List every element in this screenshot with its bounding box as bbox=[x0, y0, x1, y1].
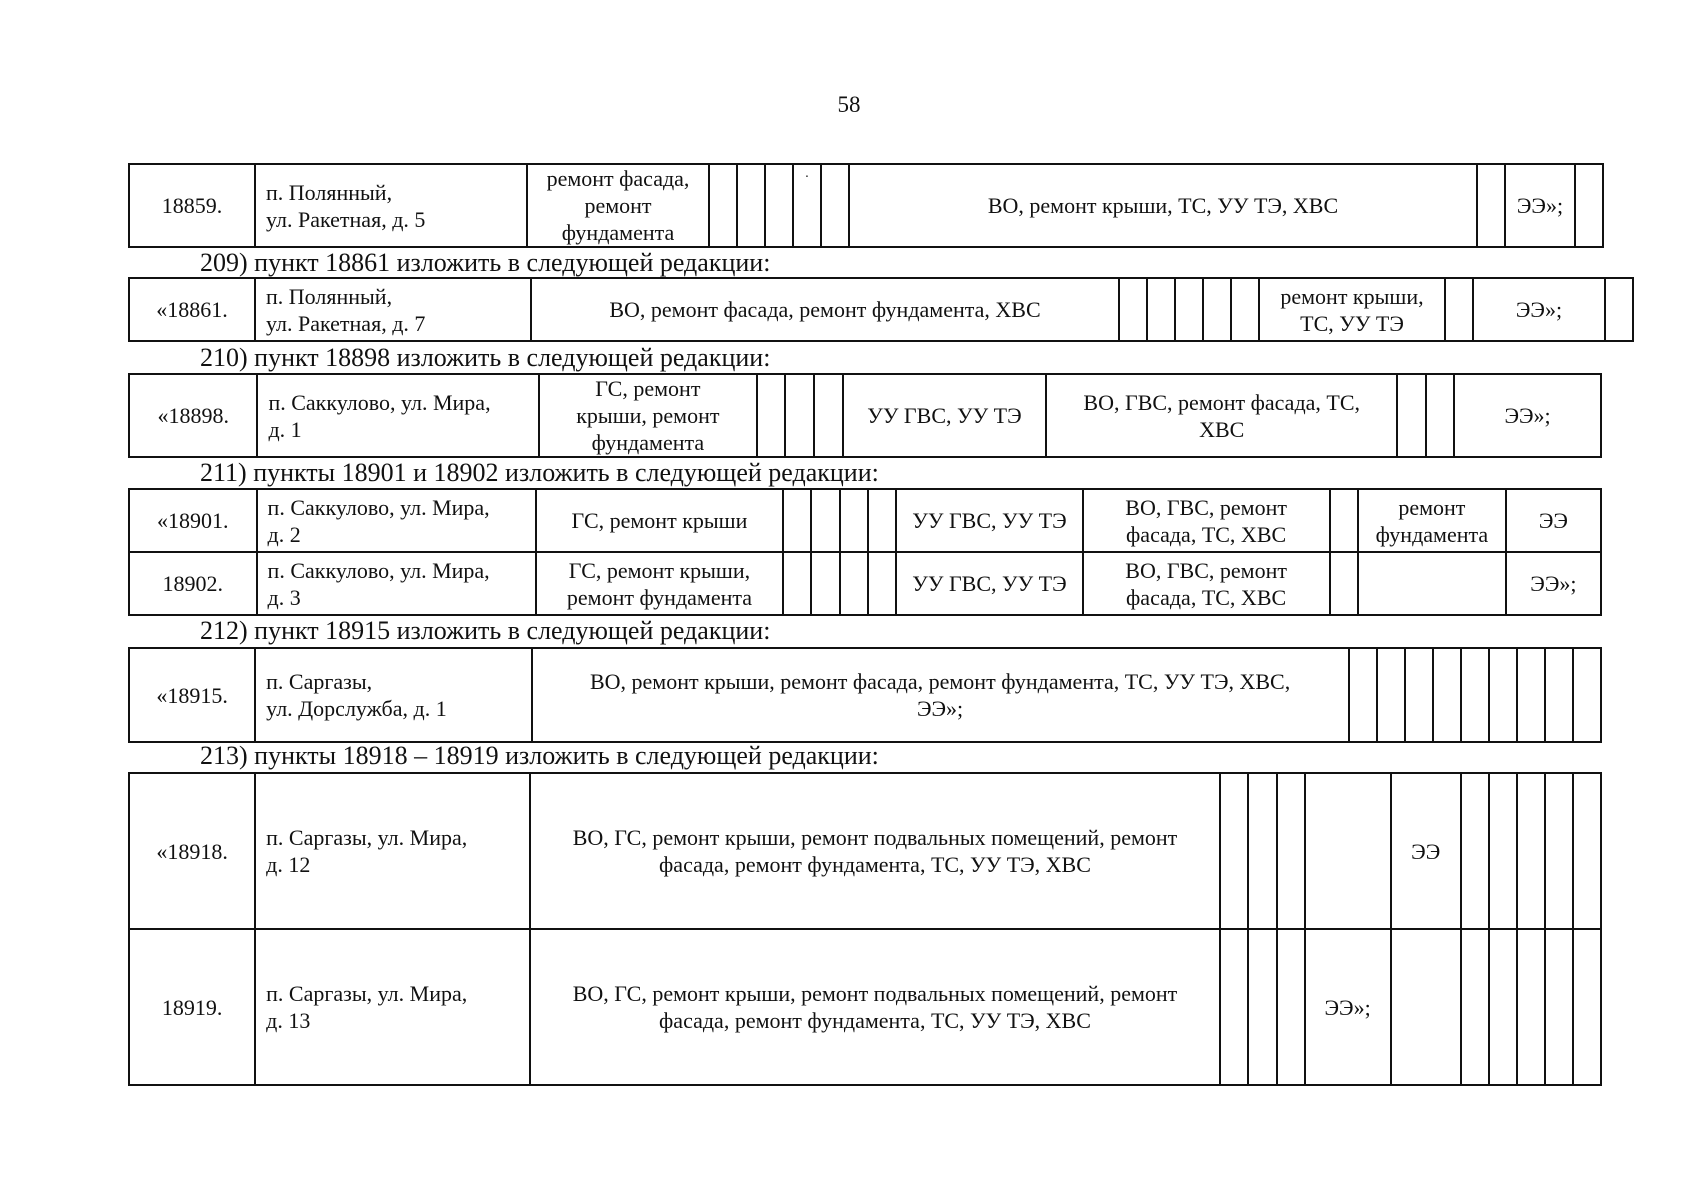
empty-cell bbox=[1220, 773, 1248, 929]
empty-cell bbox=[709, 164, 737, 247]
table-row bbox=[129, 489, 1601, 552]
instruction-210: 210) пункт 18898 изложить в следующей редакции: bbox=[200, 343, 771, 372]
empty-cell bbox=[868, 489, 896, 552]
empty-cell bbox=[868, 552, 896, 615]
table-row bbox=[129, 374, 1601, 457]
empty-cell bbox=[1573, 648, 1601, 742]
ee-cell: ЭЭ»; bbox=[1305, 929, 1391, 1085]
table-row bbox=[129, 278, 1633, 341]
empty-cell bbox=[1575, 164, 1603, 247]
empty-cell bbox=[1545, 773, 1573, 929]
empty-cell bbox=[1517, 929, 1545, 1085]
address-cell: п. Саккулово, ул. Мира, д. 3 bbox=[257, 552, 536, 615]
table-row bbox=[129, 648, 1601, 742]
empty-cell bbox=[1426, 374, 1455, 457]
table-row bbox=[129, 929, 1601, 1085]
row-number: «18918. bbox=[129, 773, 255, 929]
empty-cell bbox=[1391, 929, 1461, 1085]
empty-cell bbox=[1545, 929, 1573, 1085]
empty-cell bbox=[1119, 278, 1147, 341]
works-cell: ВО, ГВС, ремонт фасада, ТС, ХВС bbox=[1046, 374, 1397, 457]
address-cell: п. Саккулово, ул. Мира, д. 1 bbox=[257, 374, 538, 457]
works-cell: ремонт фасада, ремонт фундамента bbox=[527, 164, 709, 247]
table-18915 bbox=[128, 647, 1602, 743]
address-cell: п. Саргазы, ул. Дорслужба, д. 1 bbox=[255, 648, 531, 742]
empty-cell bbox=[1405, 648, 1433, 742]
empty-cell bbox=[1573, 929, 1601, 1085]
empty-cell bbox=[1330, 489, 1358, 552]
empty-cell bbox=[765, 164, 793, 247]
empty-cell bbox=[1330, 552, 1358, 615]
empty-cell bbox=[1573, 773, 1601, 929]
ee-cell: ЭЭ bbox=[1506, 489, 1601, 552]
instruction-212: 212) пункт 18915 изложить в следующей редакции: bbox=[200, 616, 771, 645]
empty-cell bbox=[1517, 773, 1545, 929]
instruction-209: 209) пункт 18861 изложить в следующей редакции: bbox=[200, 248, 771, 277]
works-cell: ГС, ремонт крыши, ремонт фундамента bbox=[536, 552, 783, 615]
address-cell: п. Саргазы, ул. Мира, д. 13 bbox=[255, 929, 529, 1085]
row-number: 18859. bbox=[129, 164, 255, 247]
mark-cell: · bbox=[793, 164, 821, 247]
empty-cell bbox=[1175, 278, 1203, 341]
empty-cell bbox=[840, 489, 868, 552]
row-number: «18861. bbox=[129, 278, 255, 341]
empty-cell bbox=[1445, 278, 1473, 341]
empty-cell bbox=[1147, 278, 1175, 341]
address-cell: п. Саккулово, ул. Мира, д. 2 bbox=[257, 489, 536, 552]
empty-cell bbox=[757, 374, 786, 457]
empty-cell bbox=[1461, 648, 1489, 742]
ee-cell: ЭЭ»; bbox=[1454, 374, 1601, 457]
empty-cell bbox=[1277, 929, 1305, 1085]
address-cell: п. Полянный, ул. Ракетная, д. 5 bbox=[255, 164, 527, 247]
empty-cell bbox=[1517, 648, 1545, 742]
ee-cell: ЭЭ bbox=[1391, 773, 1461, 929]
table-18901-18902 bbox=[128, 488, 1602, 616]
empty-cell bbox=[1489, 773, 1517, 929]
empty-cell bbox=[1489, 648, 1517, 742]
empty-cell bbox=[737, 164, 765, 247]
page-number: 58 bbox=[837, 92, 861, 117]
works-cell: ГС, ремонт крыши, ремонт фундамента bbox=[539, 374, 757, 457]
works-cell: ВО, ремонт крыши, ТС, УУ ТЭ, ХВС bbox=[849, 164, 1477, 247]
foundation-cell: ремонт фундамента bbox=[1358, 489, 1506, 552]
table-18898 bbox=[128, 373, 1602, 458]
empty-cell bbox=[1461, 929, 1489, 1085]
ee-cell: ЭЭ»; bbox=[1505, 164, 1575, 247]
empty-cell bbox=[783, 552, 811, 615]
table-row bbox=[129, 552, 1601, 615]
table-row bbox=[129, 164, 1603, 247]
works-cell: ВО, ГС, ремонт крыши, ремонт подвальных помещений, ремонт фасада, ремонт фундамента, ТС, УУ ТЭ, ХВС bbox=[530, 929, 1221, 1085]
row-number: 18902. bbox=[129, 552, 257, 615]
ee-cell: ЭЭ»; bbox=[1473, 278, 1605, 341]
address-cell: п. Полянный, ул. Ракетная, д. 7 bbox=[255, 278, 531, 341]
empty-cell bbox=[1477, 164, 1505, 247]
empty-cell bbox=[1358, 552, 1506, 615]
row-number: «18898. bbox=[129, 374, 257, 457]
empty-cell bbox=[783, 489, 811, 552]
works-cell: ВО, ГС, ремонт крыши, ремонт подвальных помещений, ремонт фасада, ремонт фундамента, ТС, УУ ТЭ, ХВС bbox=[530, 773, 1221, 929]
empty-cell bbox=[1305, 773, 1391, 929]
empty-cell bbox=[1277, 773, 1305, 929]
empty-cell bbox=[1397, 374, 1426, 457]
table-18859 bbox=[128, 163, 1604, 248]
row-number: «18915. bbox=[129, 648, 255, 742]
meters-cell: УУ ГВС, УУ ТЭ bbox=[843, 374, 1047, 457]
works-cell: ВО, ремонт фасада, ремонт фундамента, ХВС bbox=[531, 278, 1119, 341]
ee-cell: ЭЭ»; bbox=[1506, 552, 1601, 615]
empty-cell bbox=[1433, 648, 1461, 742]
empty-cell bbox=[1220, 929, 1248, 1085]
empty-cell bbox=[1248, 773, 1276, 929]
empty-cell bbox=[785, 374, 814, 457]
empty-cell bbox=[811, 489, 839, 552]
empty-cell bbox=[840, 552, 868, 615]
row-number: 18919. bbox=[129, 929, 255, 1085]
empty-cell bbox=[1248, 929, 1276, 1085]
empty-cell bbox=[1377, 648, 1405, 742]
empty-cell bbox=[1203, 278, 1231, 341]
address-cell: п. Саргазы, ул. Мира, д. 12 bbox=[255, 773, 529, 929]
empty-cell bbox=[811, 552, 839, 615]
empty-cell bbox=[1605, 278, 1633, 341]
works-cell: ремонт крыши, ТС, УУ ТЭ bbox=[1259, 278, 1445, 341]
works-cell: ВО, ГВС, ремонт фасада, ТС, ХВС bbox=[1083, 552, 1330, 615]
meters-cell: УУ ГВС, УУ ТЭ bbox=[896, 552, 1082, 615]
empty-cell bbox=[1545, 648, 1573, 742]
table-18918-18919 bbox=[128, 772, 1602, 1086]
works-cell: ВО, ГВС, ремонт фасада, ТС, ХВС bbox=[1083, 489, 1330, 552]
works-cell: ВО, ремонт крыши, ремонт фасада, ремонт фундамента, ТС, УУ ТЭ, ХВС, ЭЭ»; bbox=[532, 648, 1349, 742]
instruction-211: 211) пункты 18901 и 18902 изложить в следующей редакции: bbox=[200, 458, 879, 487]
empty-cell bbox=[821, 164, 849, 247]
instruction-213: 213) пункты 18918 – 18919 изложить в следующей редакции: bbox=[200, 741, 879, 770]
meters-cell: УУ ГВС, УУ ТЭ bbox=[896, 489, 1082, 552]
empty-cell bbox=[1231, 278, 1259, 341]
works-cell: ГС, ремонт крыши bbox=[536, 489, 783, 552]
empty-cell bbox=[1349, 648, 1377, 742]
empty-cell bbox=[1461, 773, 1489, 929]
table-row bbox=[129, 773, 1601, 929]
table-18861 bbox=[128, 277, 1634, 342]
row-number: «18901. bbox=[129, 489, 257, 552]
empty-cell bbox=[814, 374, 843, 457]
empty-cell bbox=[1489, 929, 1517, 1085]
